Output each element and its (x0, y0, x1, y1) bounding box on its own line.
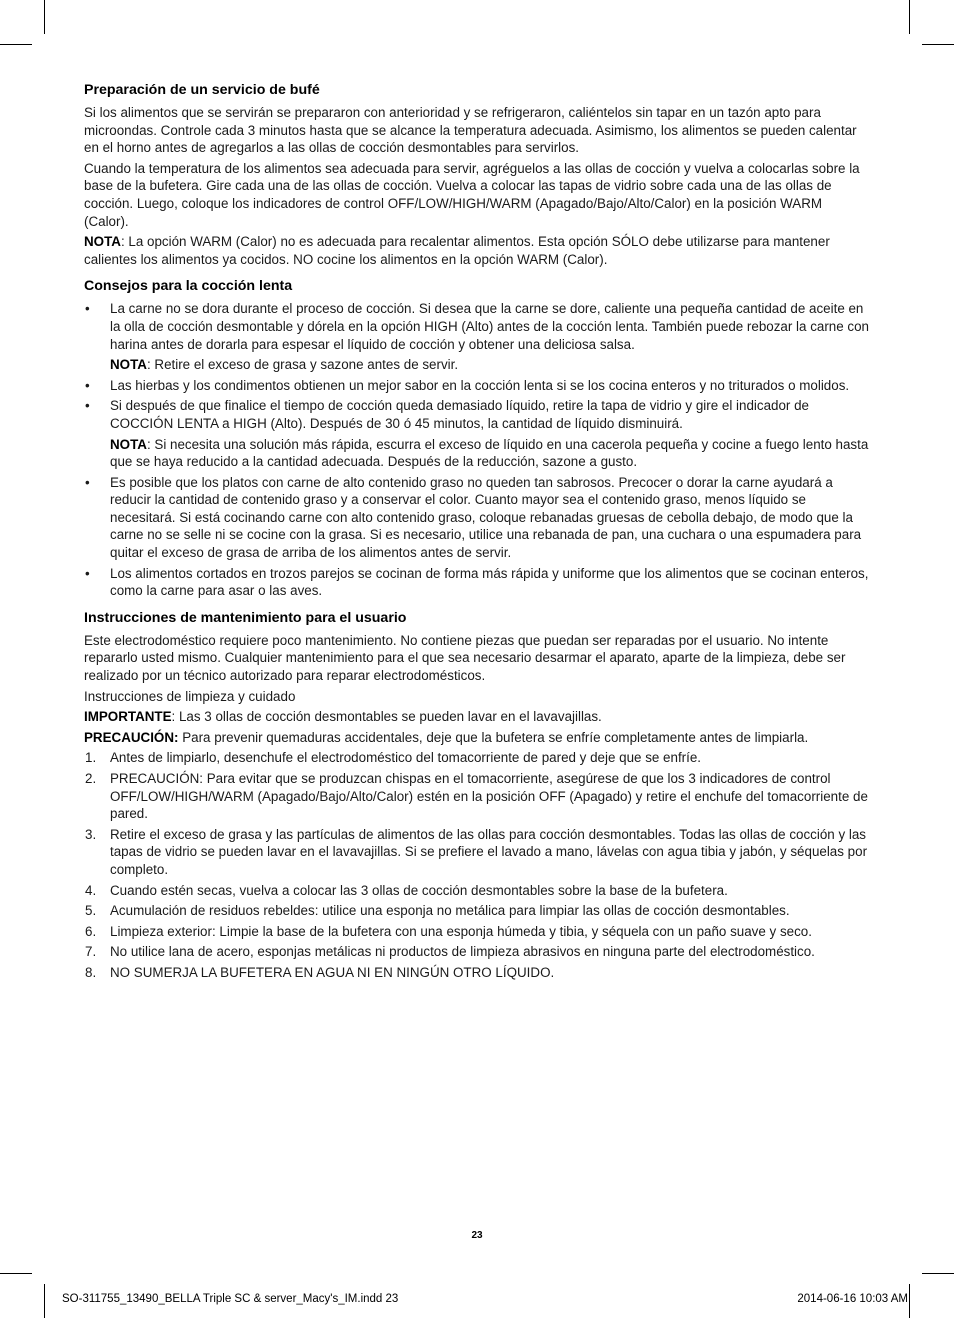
step-number: 3. (85, 826, 97, 842)
step-text: Antes de limpiarlo, desenchufe el electrodoméstico del tomacorriente de pared y deje que se enfríe. (110, 750, 702, 766)
step-number: 7. (85, 944, 97, 960)
bullet-marker: • (85, 377, 90, 393)
step-text: Acumulación de residuos rebeldes: utilice una esponja no metálica para limpiar las ollas de cocción desmontables. (110, 903, 790, 919)
list-item (84, 902, 870, 920)
section-heading: Consejos para la cocción lenta (84, 278, 293, 295)
step-number: 8. (85, 964, 97, 980)
page-content (84, 81, 870, 991)
list-item-text: Los alimentos cortados en trozos parejos se cocinan de forma más rápida y uniforme que los alimentos que se cocinan enteros, como la carne para asar o las aves. (110, 565, 869, 599)
bullet-marker: • (85, 565, 90, 581)
list-item (84, 943, 870, 961)
step-number: 4. (85, 882, 97, 898)
step-number: 2. (85, 771, 97, 786)
crop-mark (0, 44, 32, 45)
note-text: : Si necesita una solución más rápida, escurra el exceso de líquido en una cacerola pequeña y cocine a fuego lento hasta que se haya reducido a la cantidad adecuada. Después de la reducción, sazone a gusto. (110, 436, 869, 470)
list-item (84, 300, 870, 373)
list-item (84, 474, 870, 562)
footer-timestamp: 2014-06-16 10:03 AM (797, 1293, 908, 1305)
crop-mark (909, 0, 910, 34)
list-item-text: Es posible que los platos con carne de alto contenido graso no queden tan sabrosos. Precocer o dorar la carne ayudará a reducir la cantidad de contenido graso y a conservar el color. Cuanto mayor sea el contenido graso, menos líquido se necesitará. Si está cocinando carne con alto contenido graso, coloque rebanadas gruesas de cebolla debajo, de modo que la carne no se selle ni se cocine con la grasa. Si es necesario, utilice una rebanada de pan, una cuchara o una espumadera para quitar el exceso de grasa de arriba de los alimentos antes de servir. (110, 474, 862, 561)
step-number: 5. (85, 903, 97, 919)
tips-list (84, 300, 870, 600)
step-text: Cuando estén secas, vuelva a colocar las 3 ollas de cocción desmontables sobre la base de la bufetera. (110, 882, 728, 898)
bullet-marker: • (85, 474, 90, 490)
list-item (84, 882, 870, 900)
list-item-text: Si después de que finalice el tiempo de cocción queda demasiado líquido, retire la tapa de vidrio y gire el indicador de COCCIÓN LENTA a HIGH (Alto). Después de 30 ó 45 minutos, la cantidad de líquido disminuirá. (110, 398, 809, 431)
important-paragraph (84, 708, 870, 726)
crop-mark (922, 44, 954, 45)
step-text: Retire el exceso de grasa y las partículas de alimentos de las ollas para cocción desmontables. Todas las ollas de cocción y las tapas de vidrio se pueden lavar en el lavavajillas. Si se prefiere el lavado a mano, lávelas con agua tibia y jabón, y séquelas por completo. (110, 826, 868, 877)
step-text: No utilice lana de acero, esponjas metálicas ni productos de limpieza abrasivos en ninguna parte del electrodoméstico. (110, 944, 815, 960)
footer-file-info: SO-311755_13490_BELLA Triple SC & server_Macy's_IM.indd 23 (62, 1293, 399, 1305)
note-paragraph (84, 233, 870, 268)
crop-mark (0, 1273, 32, 1274)
step-text: NO SUMERJA LA BUFETERA EN AGUA NI EN NINGÚN OTRO LÍQUIDO. (110, 964, 555, 980)
important-label: IMPORTANTE (84, 709, 172, 725)
paragraph: Instrucciones de limpieza y cuidado (84, 688, 296, 704)
section-slow-cooking-tips (84, 277, 870, 600)
crop-mark (44, 1284, 45, 1318)
important-text: : Las 3 ollas de cocción desmontables se pueden lavar en el lavavajillas. (171, 709, 602, 725)
note-paragraph (84, 436, 870, 471)
crop-mark (44, 0, 45, 34)
list-item (84, 770, 870, 823)
caution-paragraph (84, 729, 870, 747)
step-number: 6. (85, 923, 97, 939)
crop-mark (922, 1273, 954, 1274)
paragraph: Este electrodoméstico requiere poco mantenimiento. No contiene piezas que puedan ser reparadas por el usuario. No intente repararlo usted mismo. Cualquier mantenimiento para el que sea necesario desarmar el aparato, aparte de la limpieza, debe ser realizado por un técnico autorizado para reparar electrodomésticos. (84, 632, 846, 684)
list-item-text: Las hierbas y los condimentos obtienen un mejor sabor en la cocción lenta si se los cocina enteros y no triturados o molidos. (110, 377, 850, 393)
bullet-marker: • (85, 398, 90, 414)
section-heading: Preparación de un servicio de bufé (84, 82, 320, 98)
list-item-text: La carne no se dora durante el proceso de cocción. Si desea que la carne se dore, caliente una pequeña cantidad de aceite en la olla de cocción desmontable y dórela en la opción HIGH (Alto) antes de la cocción lenta. También puede rebozar la carne con harina antes de dorarla para espesar el líquido de cocción y obtener una deliciosa salsa. (110, 301, 870, 352)
note-label: NOTA (110, 436, 147, 452)
note-text: : La opción WARM (Calor) no es adecuada para recalentar alimentos. Esta opción SÓLO debe utilizarse para mantener calientes los alimentos ya cocidos. NO cocine los alimentos en la opción WARM (Calor). (84, 234, 830, 267)
bullet-marker: • (85, 301, 90, 317)
list-item (84, 964, 870, 982)
note-label: NOTA (110, 357, 147, 373)
section-maintenance (84, 609, 870, 982)
note-paragraph (110, 356, 870, 374)
section-buffet-preparation (84, 81, 870, 268)
list-item (84, 923, 870, 941)
list-item (84, 565, 870, 600)
page-number: 23 (471, 1230, 483, 1241)
note-text: : Retire el exceso de grasa y sazone antes de servir. (146, 357, 459, 373)
step-number: 1. (85, 750, 97, 766)
caution-text: Para prevenir quemaduras accidentales, deje que la bufetera se enfríe completamente antes de limpiarla. (178, 729, 809, 745)
list-item (84, 749, 870, 767)
section-heading: Instrucciones de mantenimiento para el usuario (84, 609, 407, 626)
list-item (84, 397, 870, 470)
list-item (84, 377, 870, 395)
paragraph: Si los alimentos que se servirán se prepararon con anterioridad y se refrigeraron, caliéntelos sin tapar en un tazón apto para microondas. Controle cada 3 minutos hasta que se alcance la temperatura adecuada. Asimismo, los alimentos se pueden calentar en el horno antes de agregarlos a las ollas de cocción desmontables para servirlos. (84, 105, 857, 156)
note-label: NOTA (84, 234, 121, 250)
step-text: Limpieza exterior: Limpie la base de la bufetera con una esponja húmeda y tibia, y séquela con un paño suave y seco. (110, 923, 812, 939)
crop-mark (909, 1284, 910, 1318)
step-text: PRECAUCIÓN: Para evitar que se produzcan chispas en el tomacorriente, asegúrese de que los 3 indicadores de control OFF/LOW/HIGH/WARM (Apagado/Bajo/Alto/Calor) estén en la posición OFF (Apagado) y retire el enchufe del tomacorriente de pared. (110, 771, 868, 822)
paragraph: Cuando la temperatura de los alimentos sea adecuada para servir, agréguelos a las ollas de cocción y vuelva a colocarlas sobre la base de la bufetera. Gire cada una de las ollas de cocción. Vuelva a colocar las tapas de vidrio sobre cada una de las ollas de cocción. Luego, coloque los indicadores de control OFF/LOW/HIGH/WARM (Apagado/Bajo/Alto/Calor) en la posición WARM (Calor). (84, 160, 860, 229)
list-item (84, 826, 870, 879)
caution-label: PRECAUCIÓN: (84, 729, 179, 745)
cleaning-steps-list (84, 749, 870, 981)
